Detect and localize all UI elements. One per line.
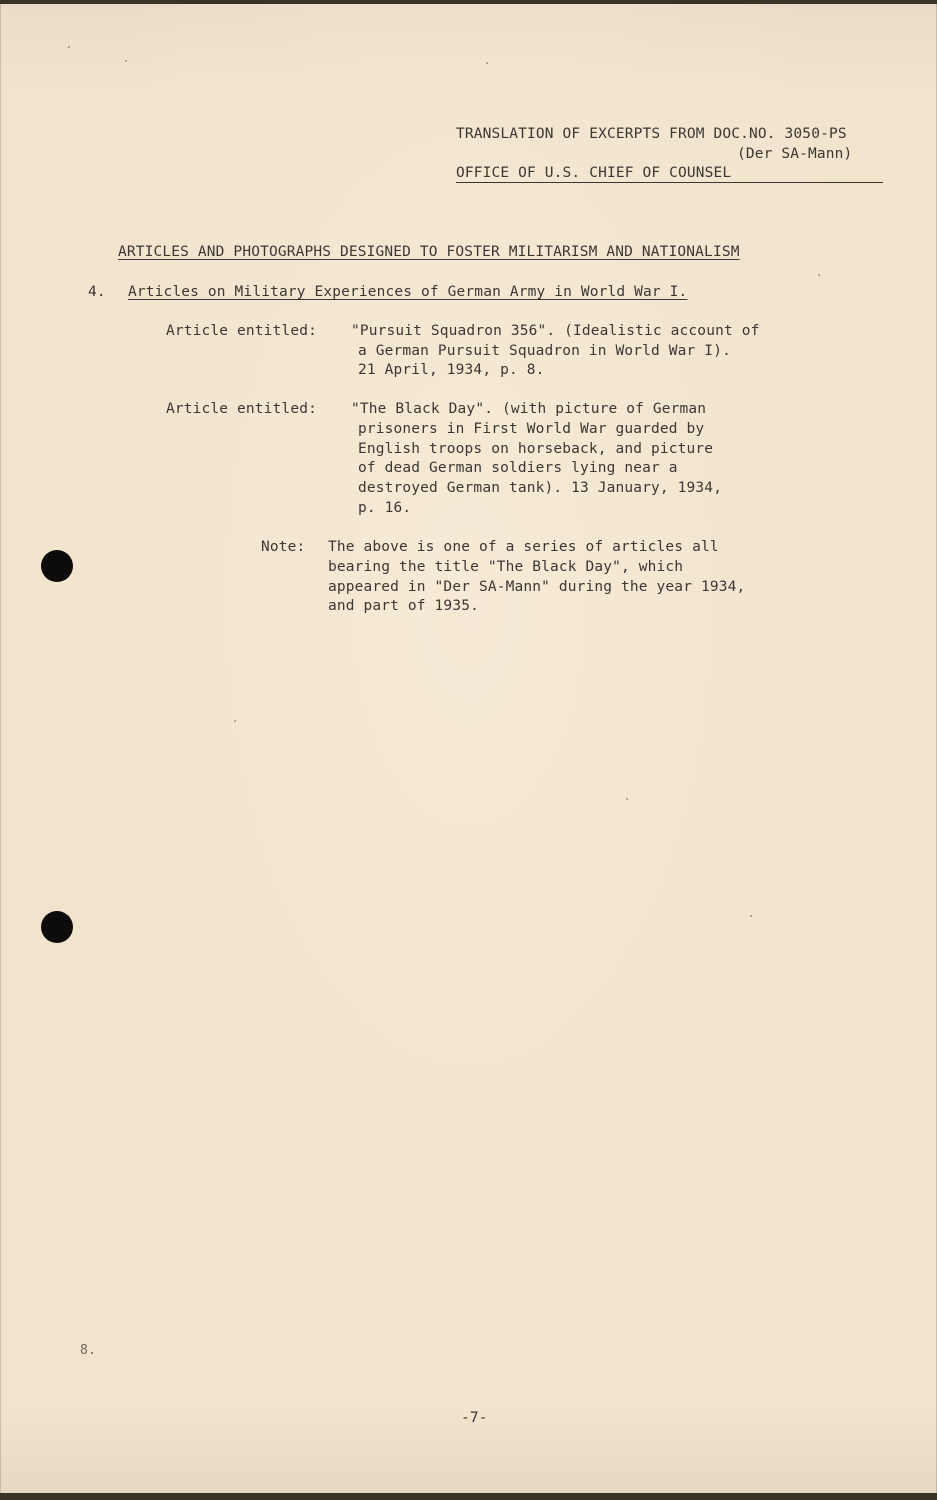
note-text-line: and part of 1935.	[328, 598, 479, 614]
paper-speck	[486, 62, 488, 64]
note-text-line: The above is one of a series of articles all	[328, 539, 719, 555]
article-text-line: "The Black Day". (with picture of German	[351, 401, 707, 417]
punch-hole	[41, 911, 73, 943]
paper-speck	[234, 720, 236, 722]
article-text-line: "Pursuit Squadron 356". (Idealistic account of	[351, 323, 760, 339]
article-text-line: of dead German soldiers lying near a	[358, 460, 678, 476]
margin-mark: 8.	[80, 1343, 96, 1358]
page-number: -7-	[461, 1410, 488, 1426]
article-text-line: English troops on horseback, and picture	[358, 441, 714, 457]
article-text-line: a German Pursuit Squadron in World War I).	[358, 343, 731, 359]
paper-speck	[626, 798, 628, 800]
scan-edge-top	[0, 0, 937, 4]
article-text-line: destroyed German tank). 13 January, 1934,	[358, 480, 723, 496]
paper-speck	[125, 60, 127, 62]
header-source-line: (Der SA-Mann)	[737, 146, 853, 162]
article-text-line: 21 April, 1934, p. 8.	[358, 362, 545, 378]
item-heading: Articles on Military Experiences of German Army in World War I.	[128, 284, 688, 300]
paper-speck	[68, 46, 70, 48]
item-number: 4.	[88, 284, 106, 300]
header-translation-line: TRANSLATION OF EXCERPTS FROM DOC.NO. 3050-PS	[456, 126, 847, 142]
paper-speck	[750, 915, 752, 917]
header-rule	[456, 182, 883, 183]
note-label: Note:	[261, 539, 306, 555]
article-text-line: prisoners in First World War guarded by	[358, 421, 705, 437]
note-text-line: bearing the title "The Black Day", which	[328, 559, 684, 575]
punch-hole	[41, 550, 73, 582]
scan-edge-bottom	[0, 1493, 937, 1500]
note-text-line: appeared in "Der SA-Mann" during the year 1934,	[328, 579, 746, 595]
article-label: Article entitled:	[166, 323, 317, 339]
article-text-line: p. 16.	[358, 500, 412, 516]
header-office-line: OFFICE OF U.S. CHIEF OF COUNSEL	[456, 165, 732, 181]
section-title: ARTICLES AND PHOTOGRAPHS DESIGNED TO FOSTER MILITARISM AND NATIONALISM	[118, 244, 740, 260]
article-label: Article entitled:	[166, 401, 317, 417]
paper-speck	[818, 274, 820, 276]
